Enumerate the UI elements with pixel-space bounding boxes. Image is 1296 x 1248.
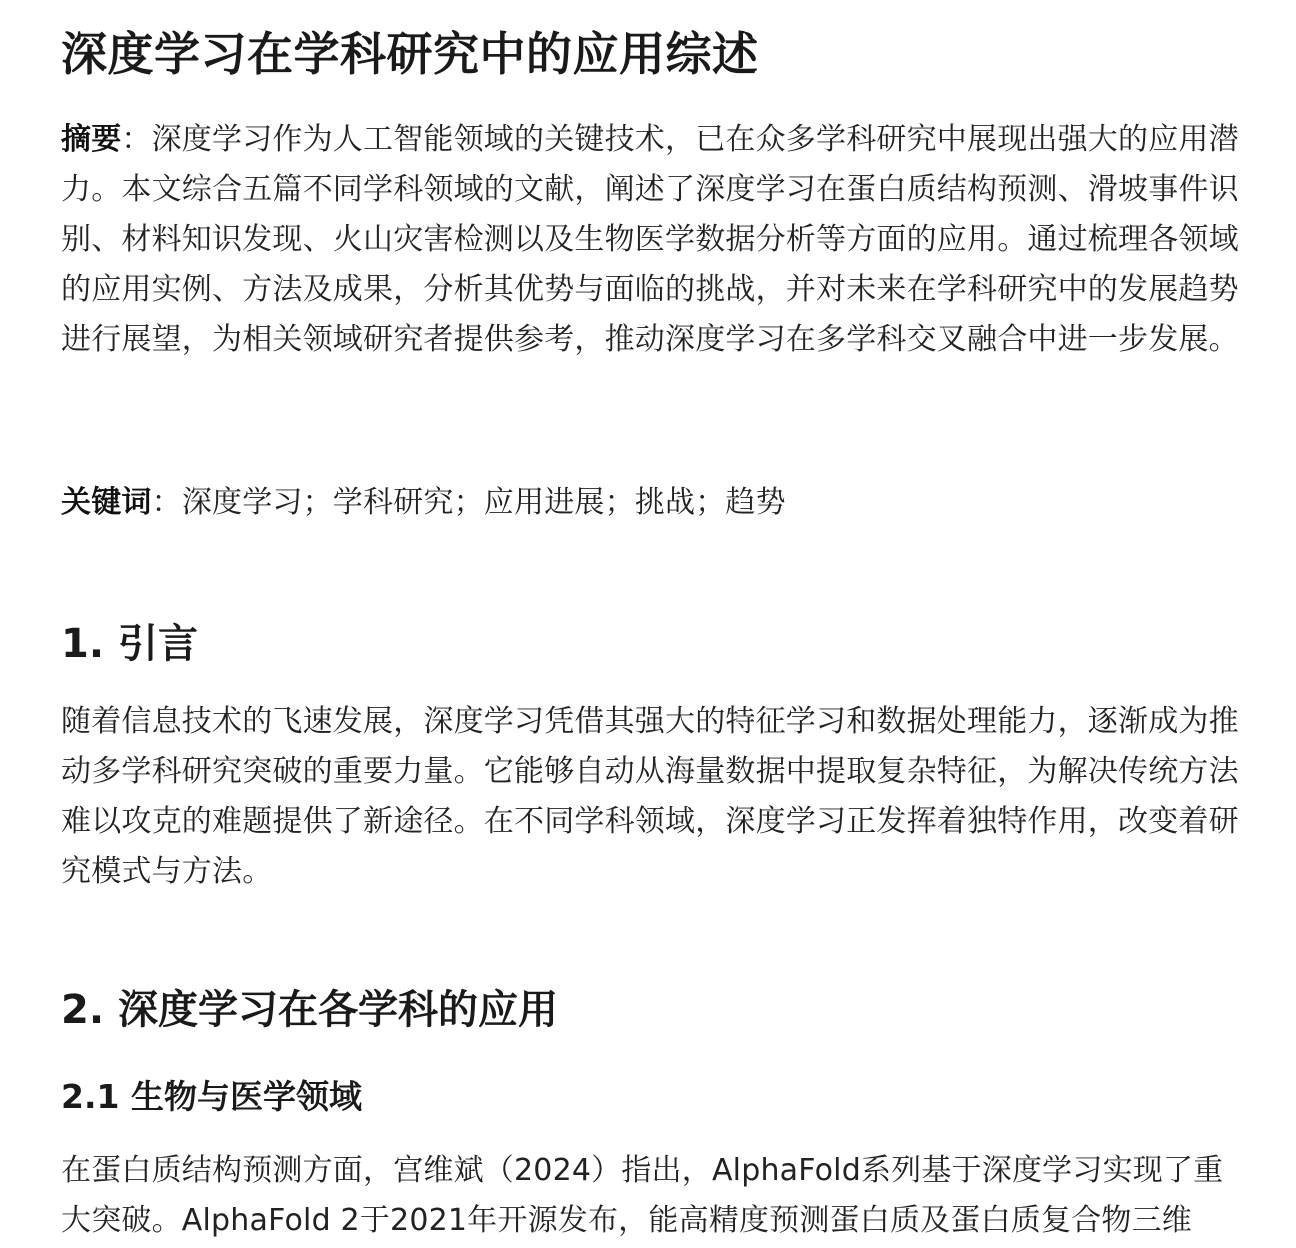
keywords-paragraph bbox=[61, 478, 1251, 528]
section-heading-applications: 2. 深度学习在各学科的应用 bbox=[61, 987, 558, 1033]
document-title: 深度学习在学科研究中的应用综述 bbox=[61, 27, 759, 81]
abstract-paragraph bbox=[61, 115, 1251, 365]
introduction-paragraph: 随着信息技术的飞速发展，深度学习凭借其强大的特征学习和数据处理能力，逐渐成为推动多学科研究突破的重要力量。它能够自动从海量数据中提取复杂特征，为解决传统方法难以攻克的难题提供了新途径。在不同学科领域，深度学习正发挥着独特作用，改变着研究模式与方法。 bbox=[61, 704, 1239, 889]
subsection-heading-bio-medicine: 2.1 生物与医学领域 bbox=[61, 1077, 362, 1116]
bio-medicine-paragraph: 在蛋白质结构预测方面，宫维斌（2024）指出，AlphaFold系列基于深度学习实现了重大突破。AlphaFold 2于2021年开源发布，能高精度预测蛋白质及蛋白质复合物三维 bbox=[61, 1153, 1224, 1238]
keywords-label: 关键词 bbox=[61, 485, 152, 520]
abstract-separator: ： bbox=[121, 122, 152, 157]
keywords-text: 深度学习；学科研究；应用进展；挑战；趋势 bbox=[181, 485, 786, 520]
keywords-separator: ： bbox=[151, 485, 182, 520]
section-heading-introduction: 1. 引言 bbox=[61, 621, 198, 667]
abstract-text: 深度学习作为人工智能领域的关键技术，已在众多学科研究中展现出强大的应用潜力。本文综合五篇不同学科领域的文献，阐述了深度学习在蛋白质结构预测、滑坡事件识别、材料知识发现、火山灾害检测以及生物医学数据分析等方面的应用。通过梳理各领域的应用实例、方法及成果，分析其优势与面临的挑战，并对未来在学科研究中的发展趋势进行展望，为相关领域研究者提供参考，推动深度学习在多学科交叉融合中进一步发展。 bbox=[61, 122, 1239, 357]
abstract-label: 摘要 bbox=[61, 122, 122, 157]
